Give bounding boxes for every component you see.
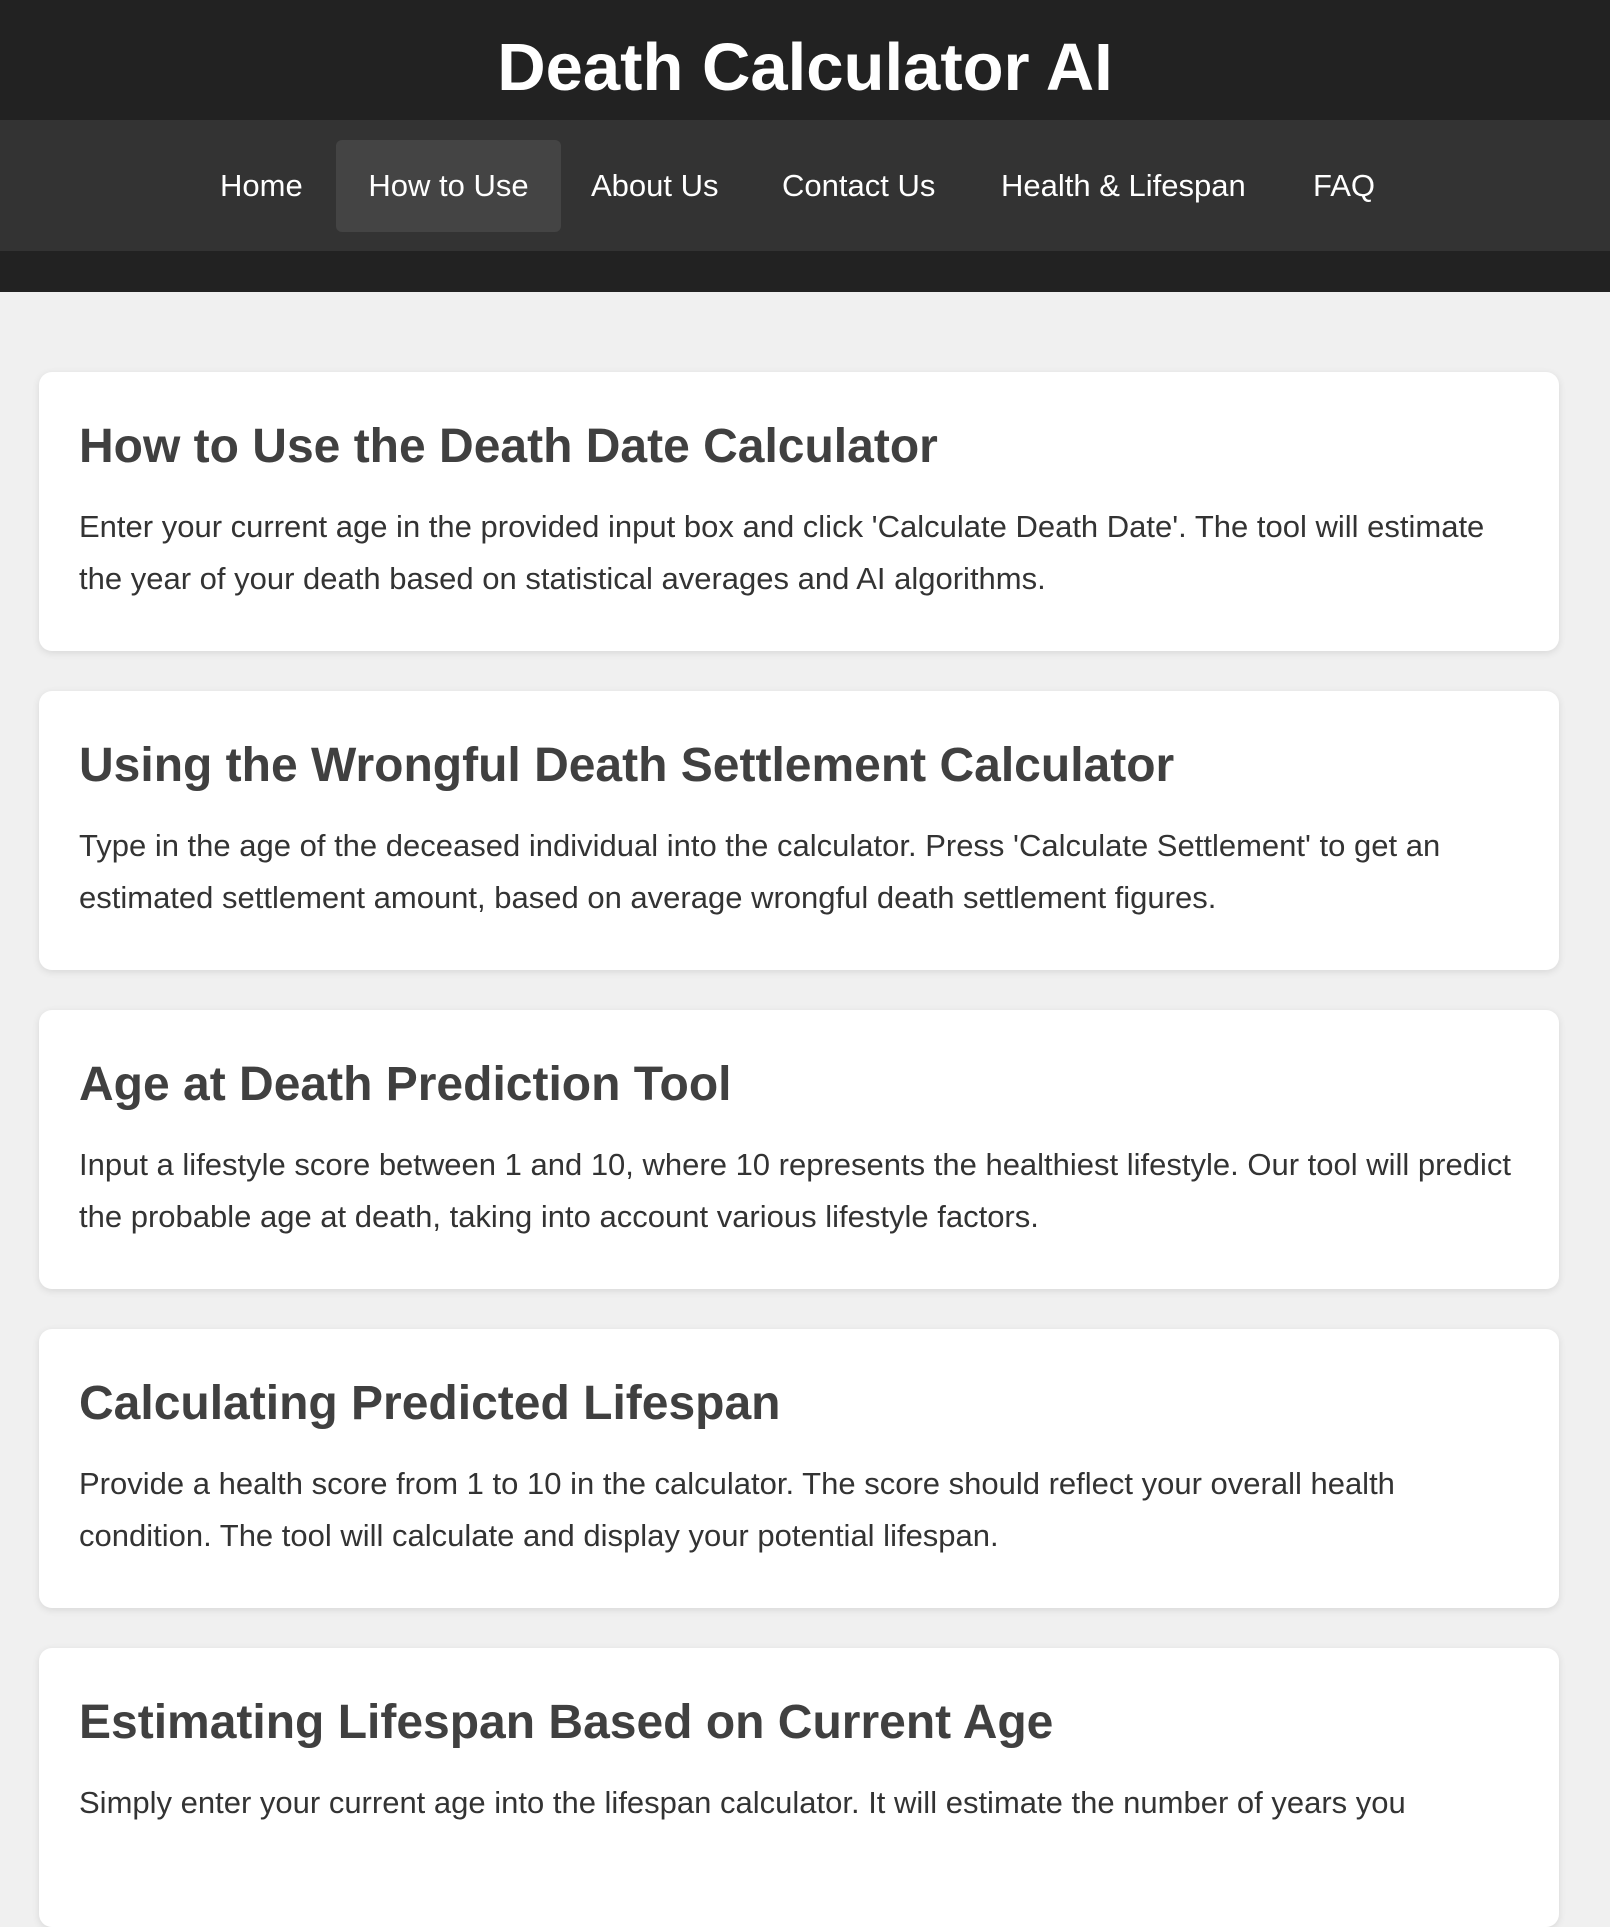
section-card-predicted-lifespan xyxy=(39,1329,1559,1608)
section-title: Estimating Lifespan Based on Current Age xyxy=(79,1696,1054,1749)
nav-item-faq[interactable]: FAQ xyxy=(1313,168,1376,203)
nav-item-about-us[interactable]: About Us xyxy=(591,168,719,203)
nav-item-health-lifespan[interactable]: Health & Lifespan xyxy=(1001,168,1246,203)
section-card-wrongful-death xyxy=(39,691,1559,970)
nav-item-home[interactable]: Home xyxy=(220,168,303,203)
section-body: Input a lifestyle score between 1 and 10, where 10 represents the healthiest lifestyle. Our tool will predict the probable age at death, taking into account various lifestyle factors. xyxy=(79,1147,1511,1234)
section-card-age-at-death xyxy=(39,1010,1559,1289)
site-header xyxy=(0,0,1610,292)
section-title: Age at Death Prediction Tool xyxy=(79,1058,732,1111)
section-body: Enter your current age in the provided input box and click 'Calculate Death Date'. The tool will estimate the year of your death based on statistical averages and AI algorithms. xyxy=(79,509,1485,596)
section-body: Type in the age of the deceased individual into the calculator. Press 'Calculate Settlement' to get an estimated settlement amount, based on average wrongful death settlement figures. xyxy=(79,828,1441,915)
section-body: Simply enter your current age into the lifespan calculator. It will estimate the number of years you xyxy=(79,1785,1406,1820)
nav-item-contact-us[interactable]: Contact Us xyxy=(782,168,936,203)
section-title: How to Use the Death Date Calculator xyxy=(79,420,938,473)
nav-item-how-to-use[interactable]: How to Use xyxy=(336,140,561,232)
main-nav xyxy=(0,120,1610,251)
section-card-lifespan-current-age xyxy=(39,1648,1559,1927)
section-body: Provide a health score from 1 to 10 in the calculator. The score should reflect your overall health condition. The tool will calculate and display your potential lifespan. xyxy=(79,1466,1395,1553)
section-title: Calculating Predicted Lifespan xyxy=(79,1377,781,1430)
site-title: Death Calculator AI xyxy=(497,30,1113,105)
section-title: Using the Wrongful Death Settlement Calculator xyxy=(79,739,1175,792)
section-card-death-date xyxy=(39,372,1559,651)
